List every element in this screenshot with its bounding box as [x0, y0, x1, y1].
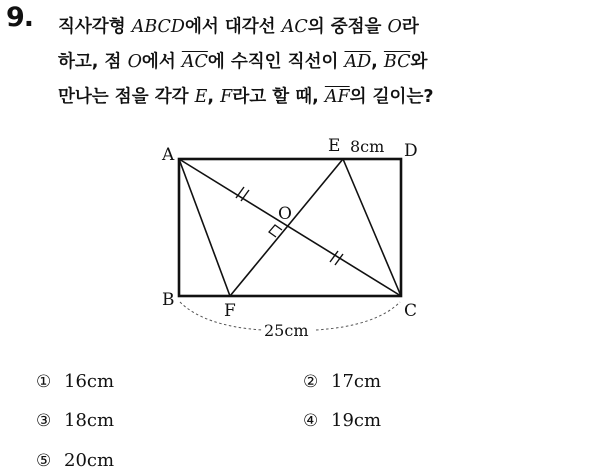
stem-text: ,: [207, 87, 221, 107]
math-symbol: AC: [281, 17, 308, 37]
label-a: A: [162, 145, 175, 165]
label-o: O: [278, 204, 292, 224]
segment-symbol: $\overline{AC}$: [181, 52, 208, 72]
choice-mark: ④: [303, 411, 319, 431]
segment-symbol: $\overline{AF}$: [324, 87, 350, 107]
label-d: D: [404, 141, 418, 161]
choice-2[interactable]: [303, 371, 381, 392]
choice-1[interactable]: [36, 371, 114, 392]
bc-dimension-arc-right: [316, 302, 400, 330]
choice-text: 18cm: [64, 410, 115, 431]
choice-text: 17cm: [331, 371, 382, 392]
choice-text: 19cm: [331, 410, 382, 431]
math-symbol: O: [127, 52, 142, 72]
diagonal-ac: [179, 159, 401, 296]
stem-text: 의 길이는?: [349, 87, 434, 107]
label-f: F: [224, 301, 236, 321]
choice-mark: ⑤: [36, 451, 52, 471]
stem-text: 에서 대각선: [184, 17, 282, 37]
equal-tick-ao: [236, 187, 249, 201]
choice-mark: ③: [36, 411, 52, 431]
label-c: C: [404, 301, 418, 321]
stem-text: 에서: [141, 52, 182, 72]
math-symbol: F: [220, 87, 233, 107]
choice-mark: ①: [36, 372, 52, 392]
segment-symbol: $\overline{AD}$: [344, 52, 372, 72]
label-bc-length: 25cm: [264, 321, 309, 340]
stem-text: 에 수직인 직선이: [207, 52, 345, 72]
label-e: E: [328, 136, 341, 156]
stem-text: 만나는 점을 각각: [58, 87, 195, 107]
stem-text: 하고, 점: [58, 52, 128, 72]
choice-text: 20cm: [64, 450, 115, 471]
choice-4[interactable]: [303, 410, 381, 431]
question-number: 9.: [6, 2, 34, 33]
bc-dimension-arc-left: [180, 302, 262, 330]
math-symbol: E: [194, 87, 208, 107]
stem-text: 라: [401, 17, 419, 37]
stem-text: 의 중점을: [307, 17, 388, 37]
segment-ec: [343, 159, 401, 296]
choice-mark: ②: [303, 372, 319, 392]
stem-text: 라고 할 때,: [232, 87, 325, 107]
label-ed-length: 8cm: [350, 137, 385, 156]
stem-text: 직사각형: [58, 17, 132, 37]
choice-text: 16cm: [64, 371, 115, 392]
choice-5[interactable]: [36, 450, 114, 471]
math-symbol: O: [387, 17, 402, 37]
label-b: B: [162, 290, 175, 310]
choice-3[interactable]: [36, 410, 114, 431]
segment-symbol: $\overline{BC}$: [383, 52, 411, 72]
stem-text: ,: [371, 52, 384, 72]
segment-af: [179, 159, 230, 296]
math-symbol: ABCD: [131, 17, 185, 37]
stem-text: 와: [410, 52, 428, 72]
segment-ef: [230, 159, 343, 296]
